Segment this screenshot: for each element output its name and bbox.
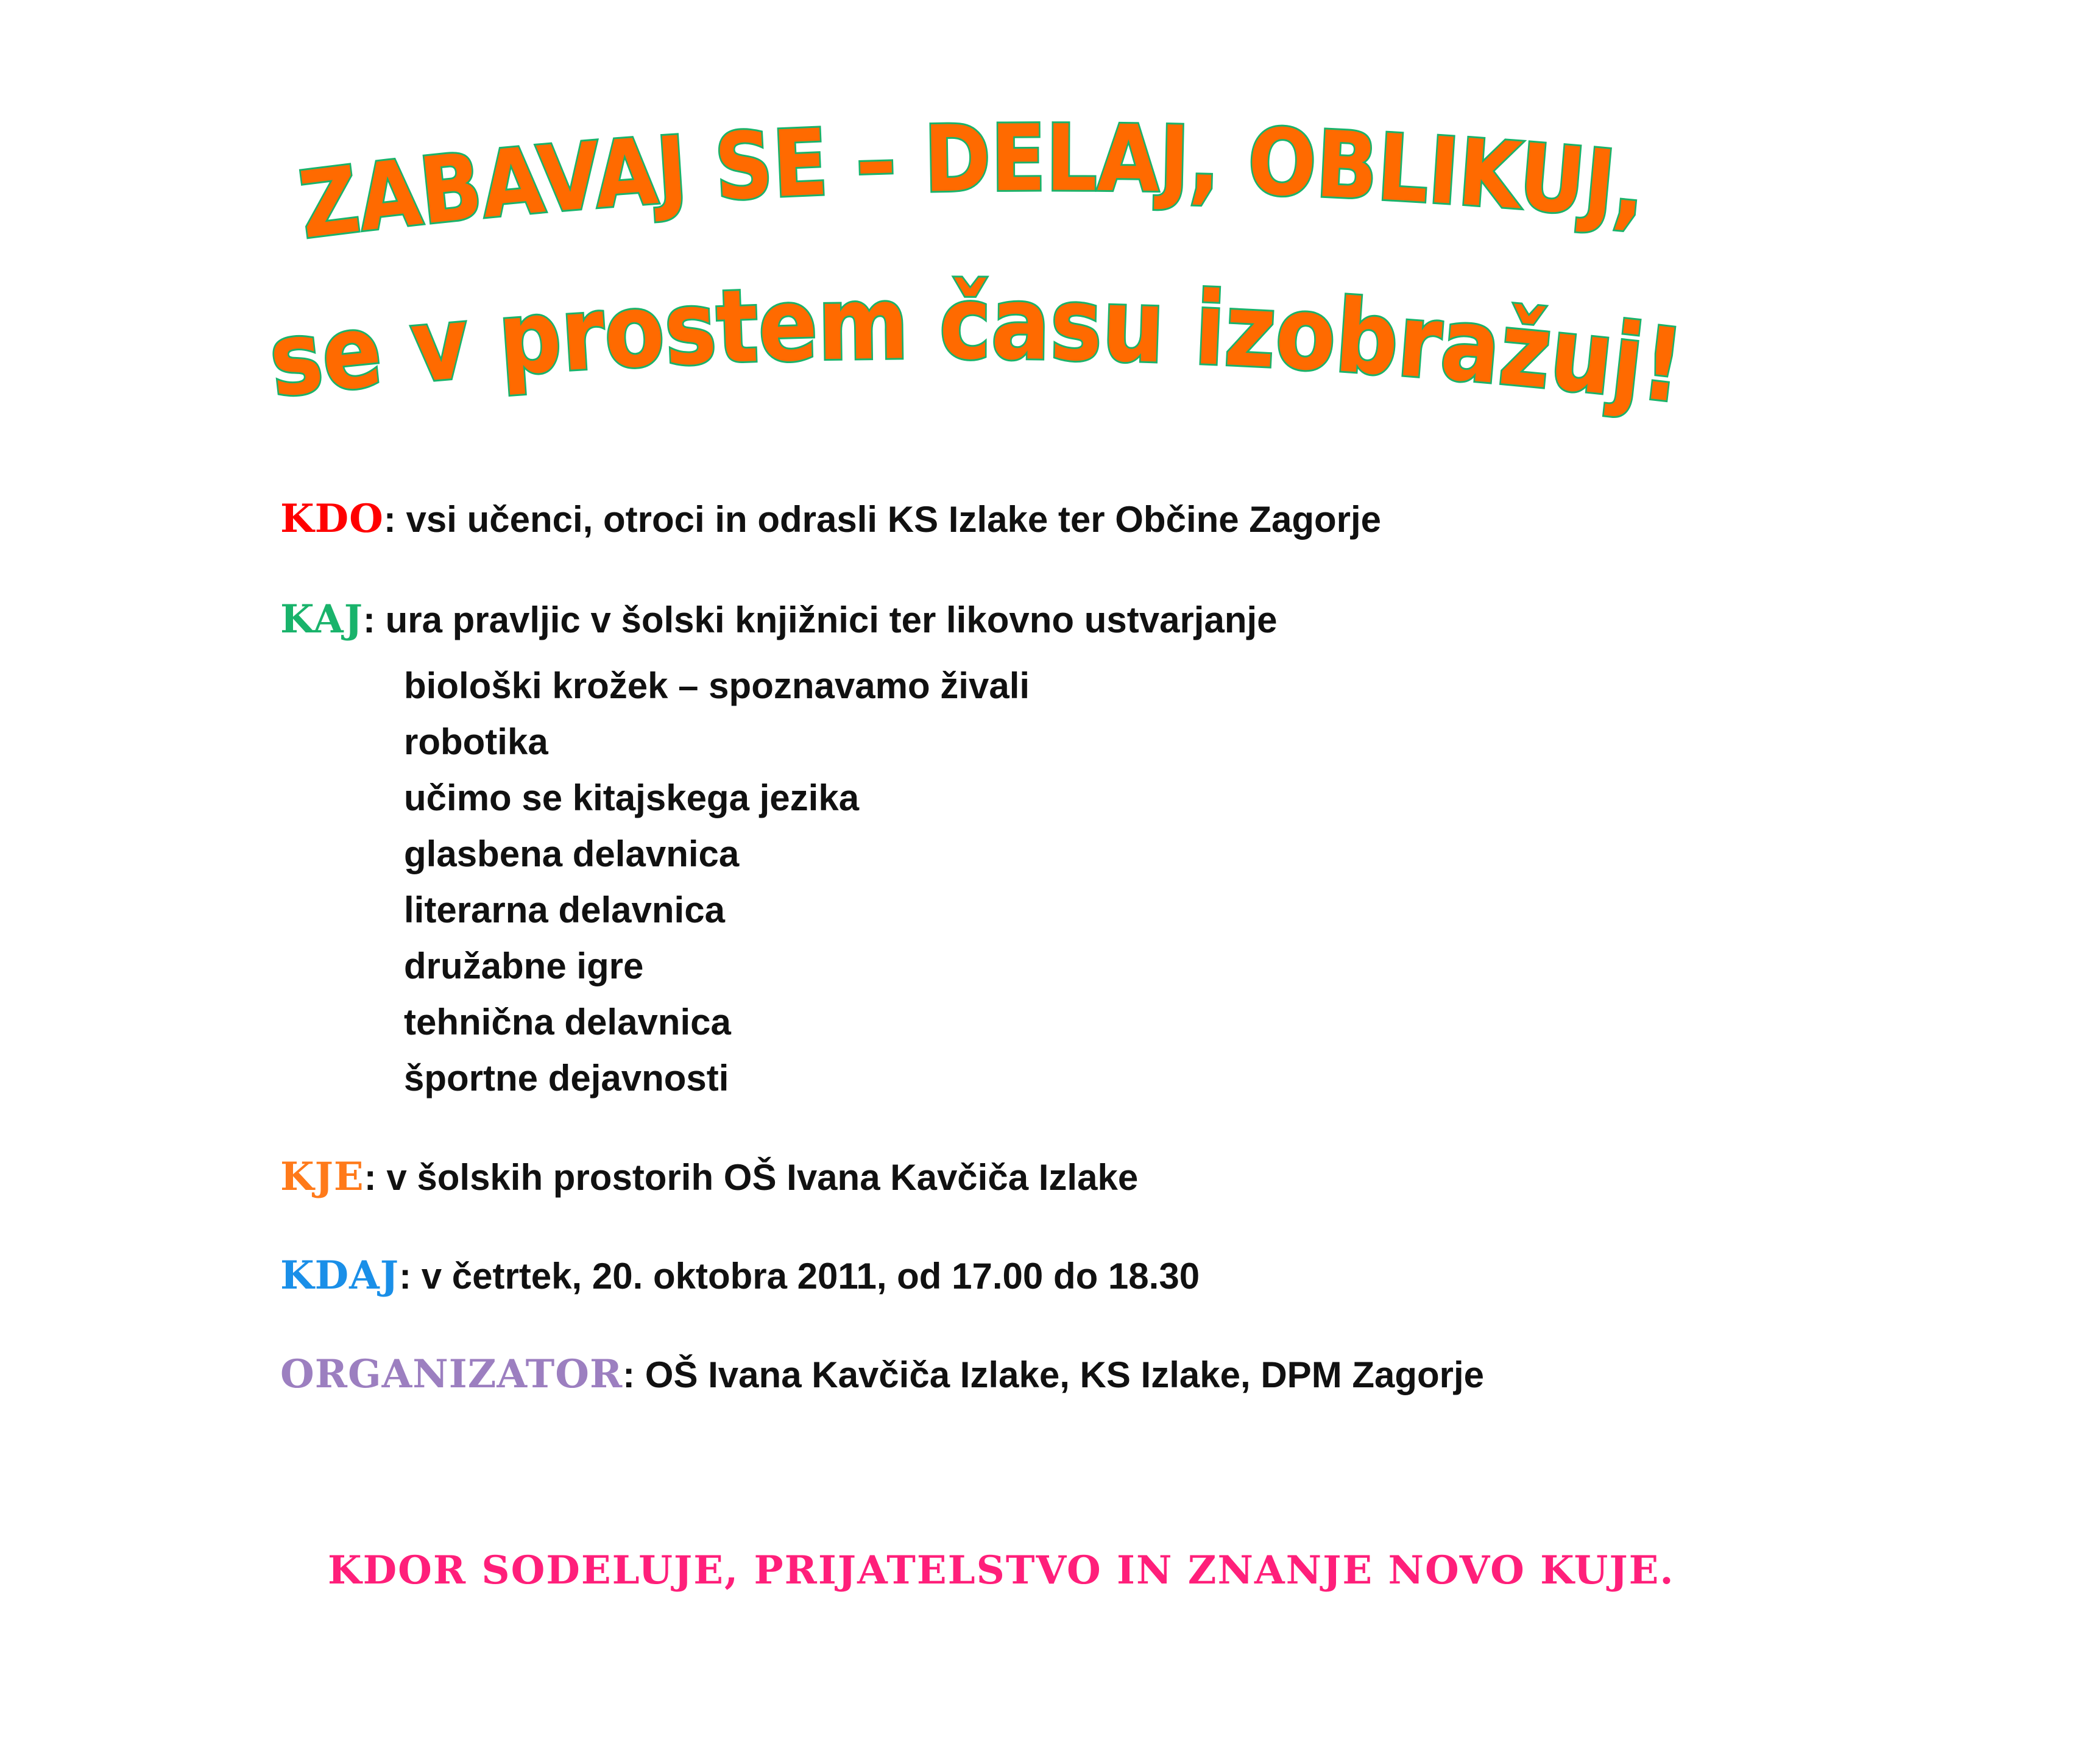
kaj-activity-list: [404, 658, 1030, 1106]
kaj-row: [280, 596, 1278, 642]
footer-slogan: KDOR SODELUJE, PRIJATELSTVO IN ZNANJE NOVO KUJE.: [328, 1548, 1675, 1593]
list-item: tehnična delavnica: [404, 1002, 731, 1042]
organizator-text: : OŠ Ivana Kavčiča Izlake, KS Izlake, DPM Zagorje: [623, 1354, 1485, 1395]
kdaj-label: KDAJ: [280, 1253, 400, 1298]
list-item: literarna delavnica: [404, 890, 725, 930]
kaj-label: KAJ: [280, 596, 363, 642]
kaj-first-item: : ura pravljic v šolski knjižnici ter likovno ustvarjanje: [362, 600, 1278, 640]
list-item: glasbena delavnica: [404, 833, 740, 874]
kje-row: [280, 1154, 1139, 1200]
organizator-row: [280, 1351, 1485, 1397]
kdo-row: [280, 496, 1382, 542]
list-item: športne dejavnosti: [404, 1058, 729, 1099]
list-item: biološki krožek – spoznavamo živali: [404, 665, 1030, 706]
list-item: družabne igre: [404, 946, 644, 986]
flyer-title: [0, 0, 2100, 487]
kdaj-text: : v četrtek, 20. oktobra 2011, od 17.00 do 18.30: [399, 1256, 1200, 1297]
title-line-1: ZABAVAJ SE – DELAJ, OBLIKUJ,: [294, 105, 1655, 260]
organizator-label: ORGANIZATOR: [280, 1351, 623, 1397]
kje-label: KJE: [280, 1154, 364, 1200]
kdo-label: KDO: [280, 496, 384, 542]
kdaj-row: [280, 1253, 1200, 1298]
title-line-2: se v prostem času izobražuj!: [264, 264, 1695, 426]
list-item: robotika: [404, 721, 548, 762]
list-item: učimo se kitajskega jezika: [404, 777, 860, 818]
kdo-text: : vsi učenci, otroci in odrasli KS Izlake ter Občine Zagorje: [383, 499, 1382, 540]
kje-text: : v šolskih prostorih OŠ Ivana Kavčiča Izlake: [364, 1157, 1139, 1198]
